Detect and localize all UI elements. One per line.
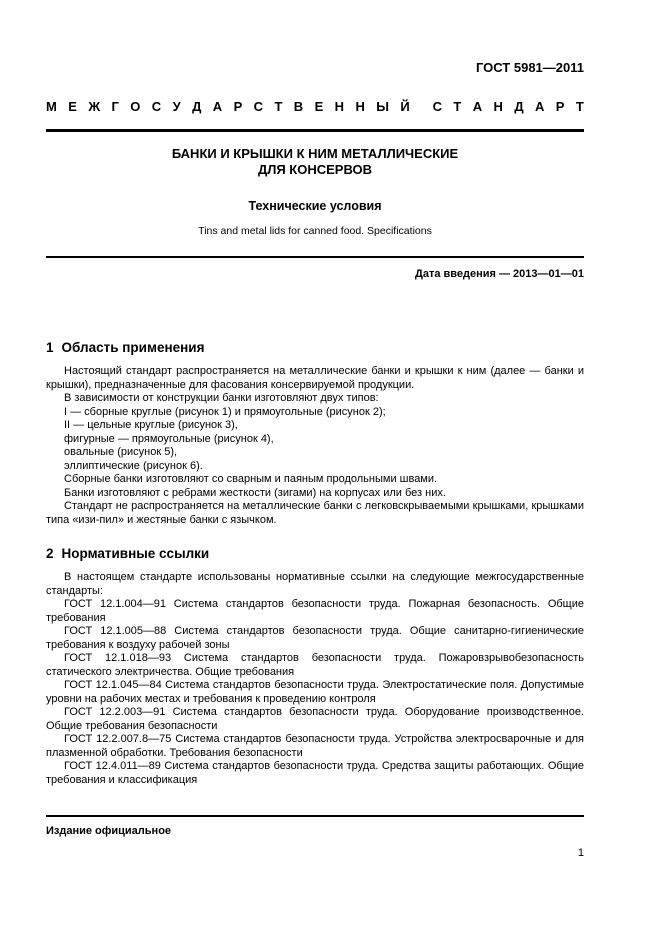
- section-1-title: Область применения: [61, 340, 205, 355]
- gost-reference: ГОСТ 12.1.018—93 Система стандартов безопасности труда. Пожаровзрывобезопасность статического электричества. Общие требования: [46, 652, 584, 678]
- gost-reference: ГОСТ 12.1.045—84 Система стандартов безопасности труда. Электростатические поля. Допустимые уровни на рабочих местах и требования к проведению контроля: [46, 679, 584, 705]
- doc-title-line-1: БАНКИ И КРЫШКИ К НИМ МЕТАЛЛИЧЕСКИЕ: [171, 146, 459, 161]
- effective-date: Дата введения — 2013—01—01: [415, 268, 584, 280]
- subtitle-english: Tins and metal lids for canned food. Specifications: [198, 225, 432, 237]
- section-1-number: 1: [46, 340, 54, 355]
- paragraph: эллиптические (рисунок 6).: [64, 459, 203, 472]
- title-block: [46, 146, 584, 238]
- paragraph: Настоящий стандарт распространяется на металлические банки и крышки к ним (далее — банки и крышки), предназначенные для фасования консервируемой продукции.: [46, 365, 584, 391]
- gost-reference: ГОСТ 12.1.005—88 Система стандартов безопасности труда. Общие санитарно-гигиенические требования к воздуху рабочей зоны: [46, 625, 584, 651]
- gost-reference: ГОСТ 12.2.007.8—75 Система стандартов безопасности труда. Устройства электросварочные и для плазменной обработки. Требования безопасности: [46, 733, 584, 759]
- paragraph: I — сборные круглые (рисунок 1) и прямоугольные (рисунок 2);: [64, 405, 386, 418]
- paragraph: овальные (рисунок 5),: [64, 446, 178, 458]
- paragraph: Банки изготовляют с ребрами жесткости (зигами) на корпусах или без них.: [64, 486, 446, 499]
- subtitle-russian: Технические условия: [248, 199, 382, 213]
- gost-reference: ГОСТ 12.2.003—91 Система стандартов безопасности труда. Оборудование производственное. Общие требования безопасности: [46, 706, 584, 732]
- paragraph: В зависимости от конструкции банки изготовляют двух типов:: [64, 392, 379, 404]
- paragraph: Стандарт не распространяется на металлические банки с легковскрываемыми крышками, крышками типа «изи-пил» и жестяные банки с язычком.: [46, 500, 584, 526]
- gost-reference: ГОСТ 12.1.004—91 Система стандартов безопасности труда. Пожарная безопасность. Общие требования: [46, 598, 584, 624]
- page-footer: [46, 815, 584, 860]
- gost-reference: ГОСТ 12.4.011—89 Система стандартов безопасности труда. Средства защиты работающих. Общие требования и классификация: [46, 760, 584, 786]
- section-2-number: 2: [46, 546, 54, 561]
- section-1-heading: [46, 340, 584, 356]
- section-2-title: Нормативные ссылки: [61, 546, 210, 561]
- official-edition-note: Издание официальное: [46, 825, 172, 837]
- doc-code: ГОСТ 5981—2011: [475, 60, 584, 75]
- date-rule: [46, 256, 584, 258]
- footer-rule: [46, 815, 584, 817]
- header-rule: [46, 129, 584, 132]
- standard-type-heading: М Е Ж Г О С У Д А Р С Т В Е Н Н Ы Й С Т А Н Д А Р Т: [46, 99, 584, 114]
- paragraph: В настоящем стандарте использованы нормативные ссылки на следующие межгосударственные стандарты:: [46, 571, 584, 597]
- section-scope: [46, 340, 584, 527]
- paragraph: Сборные банки изготовляют со сварным и паяным продольными швами.: [64, 473, 438, 485]
- section-normative-references: [46, 546, 584, 787]
- doc-title-line-2: ДЛЯ КОНСЕРВОВ: [257, 162, 373, 177]
- paragraph: фигурные — прямоугольные (рисунок 4),: [64, 432, 274, 445]
- page-number: 1: [577, 847, 584, 859]
- paragraph: II — цельные круглые (рисунок 3),: [64, 419, 238, 431]
- section-2-heading: [46, 546, 584, 562]
